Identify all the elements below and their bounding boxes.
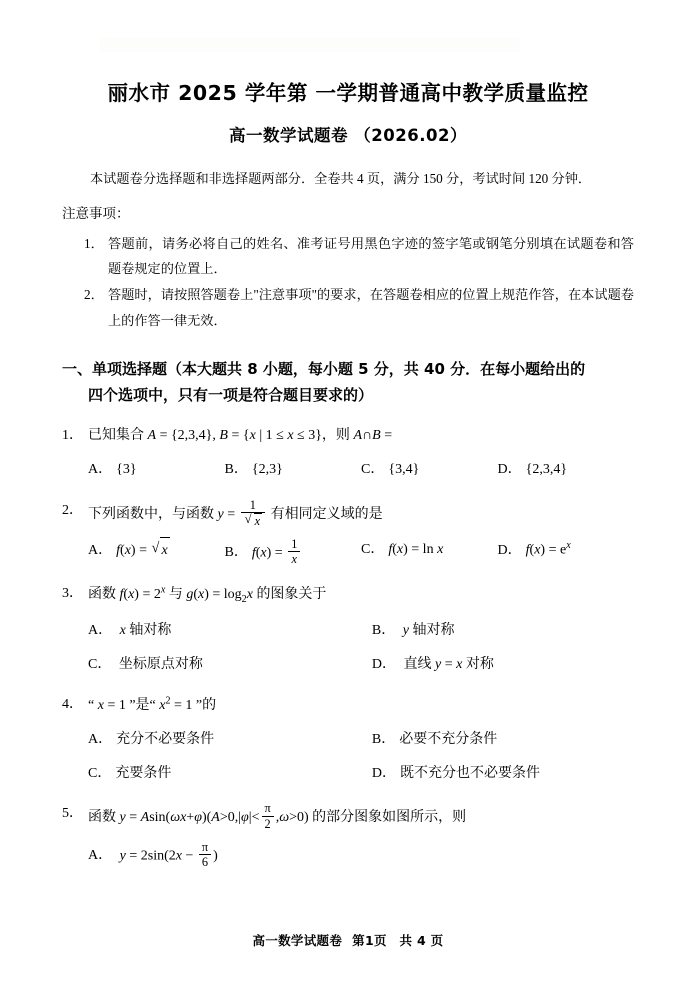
option-b[interactable]: B． {2,3} bbox=[224, 462, 283, 478]
footer-right: 第1页 共 4 页 bbox=[352, 933, 444, 948]
page-content bbox=[62, 0, 634, 878]
question-5-options bbox=[62, 840, 634, 869]
notice-number: 1． bbox=[84, 235, 104, 251]
question-2-options bbox=[62, 537, 634, 566]
page-title: 丽水市 2025 学年第 一学期普通高中教学质量监控 bbox=[107, 81, 589, 105]
option-a[interactable]: A． f(x) = √ x bbox=[88, 537, 225, 566]
option-b[interactable]: B． y 轴对称 bbox=[371, 622, 455, 638]
option-c[interactable]: C． {3,4} bbox=[361, 462, 420, 478]
option-c[interactable]: C． 坐标原点对称 bbox=[88, 656, 203, 672]
option-d[interactable]: D． 既不充分也不必要条件 bbox=[371, 766, 541, 782]
option-b[interactable]: B． f(x) = $\frac{1}{x}$ bbox=[225, 537, 362, 566]
question-3-stem: 3． 函数 $f(x) = 2^x$ 与 $g(x) = \log_2x$ 的图象关于 bbox=[62, 581, 634, 609]
page-footer bbox=[0, 931, 696, 949]
question-4-number: 4． bbox=[62, 697, 83, 713]
question-3 bbox=[62, 581, 634, 677]
option-a[interactable]: A． x 轴对称 bbox=[88, 622, 172, 638]
section-desc: （本大题共 8 小题，每小题 5 分，共 40 分．在每小题给出的 bbox=[167, 359, 586, 378]
option-b[interactable]: B． 必要不充分条件 bbox=[371, 731, 498, 747]
notice-text: 答题前，请务必将自己的姓名、准考证号用黑色字迹的签字笔或钢笔分别填在试题卷和答题卷规定的位置上． bbox=[108, 235, 634, 277]
option-d[interactable]: D． $f(x) = e^x$ bbox=[497, 539, 571, 558]
question-1-options bbox=[62, 457, 634, 482]
page-subtitle: 高一数学试题卷 （2026.02） bbox=[229, 126, 467, 145]
question-1 bbox=[62, 423, 634, 482]
section-label: 一、单项选择题 bbox=[62, 359, 168, 378]
question-2 bbox=[62, 498, 634, 567]
notice-list bbox=[62, 231, 634, 334]
section-heading bbox=[62, 356, 634, 409]
option-d[interactable]: D． 直线 y = x 对称 bbox=[371, 656, 494, 672]
question-2-stem: 2． 下列函数中，与函数 y = 1 √ x 有相同定义域的是 bbox=[62, 498, 634, 528]
notice-item bbox=[62, 282, 634, 333]
question-5-number: 5． bbox=[62, 806, 83, 822]
question-4-options bbox=[62, 727, 634, 786]
option-a[interactable]: A． y = 2sin(2x − $\frac{\pi}{6}$ ) bbox=[88, 839, 218, 869]
notice-text: 答题时，请按照答题卷上"注意事项"的要求，在答题卷相应的位置上规范作答，在本试题卷上的作答一律无效． bbox=[108, 287, 634, 328]
question-3-options bbox=[62, 618, 634, 677]
question-4-stem: 4． “ x = 1 ”是“ $x^2 = 1$ ”的 bbox=[62, 692, 634, 718]
notice-number: 2． bbox=[84, 287, 104, 303]
section-desc-2: 四个选项中，只有一项是符合题目要求的） bbox=[88, 385, 374, 404]
question-5 bbox=[62, 801, 634, 869]
question-5-stem: 5． 函数 y = Asin(ωx+φ)(A>0,|φ|< $\frac{\pi}{2}$ ,ω>0) 的部分图象如图所示，则 bbox=[62, 801, 467, 831]
question-2-number: 2． bbox=[62, 502, 83, 518]
notice-item bbox=[62, 231, 634, 282]
intro-paragraph: 本试题卷分选择题和非选择题两部分．全卷共 4 页，满分 150 分，考试时间 120 分钟． bbox=[90, 171, 592, 186]
option-c[interactable]: C． 充要条件 bbox=[88, 766, 172, 782]
question-1-number: 1． bbox=[62, 428, 83, 444]
footer-left: 高一数学试题卷 bbox=[252, 933, 343, 948]
option-d[interactable]: D． {2,3,4} bbox=[497, 462, 568, 478]
option-c[interactable]: C． f(x) = ln x bbox=[361, 541, 444, 557]
option-a[interactable]: A． {3} bbox=[88, 462, 137, 478]
question-3-number: 3． bbox=[62, 586, 83, 602]
question-1-stem: 1． 已知集合 A = {2,3,4}, B = {x | 1 ≤ x ≤ 3}，则 A∩B = bbox=[62, 423, 634, 448]
notice-heading: 注意事项： bbox=[62, 206, 130, 222]
question-4 bbox=[62, 692, 634, 786]
option-a[interactable]: A． 充分不必要条件 bbox=[88, 731, 215, 747]
